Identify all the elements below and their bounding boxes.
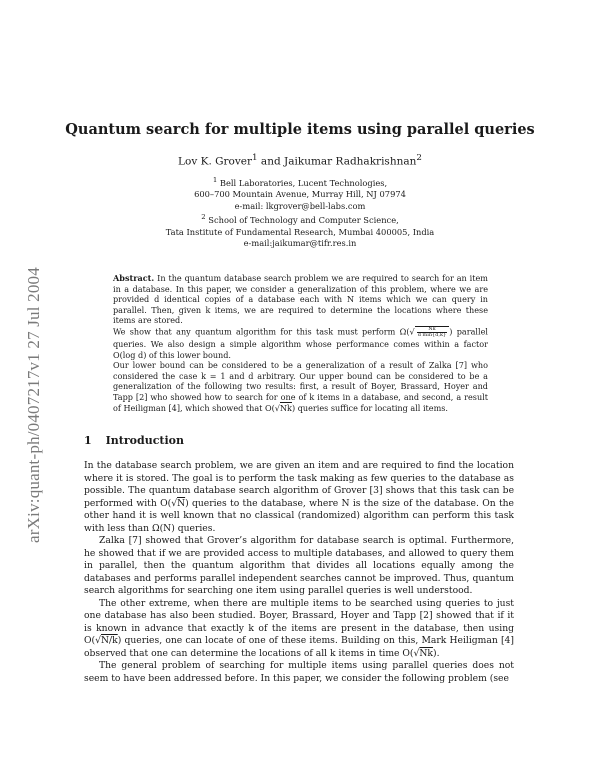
affil-email: e-mail: lkgrover@bell-labs.com — [234, 200, 366, 211]
author-affil-mark: 2 — [416, 153, 422, 163]
affil-line: Bell Laboratories, Lucent Technologies, — [219, 177, 388, 188]
author-affil-mark: 1 — [252, 153, 258, 163]
author-line — [0, 153, 600, 168]
author-separator: and — [257, 155, 285, 168]
arxiv-id-text: arXiv:quant-ph/0407217v1 27 Jul 2004 — [24, 267, 43, 543]
abstract-paragraph: Abstract. In the quantum database search problem we are required to search for an item in a database. In this paper, we consider a generalization of this problem, where we are provided d identical copies of a database each with N items which we can query in parallel. Then, given k items, we are required to determine the locations where these items are stored. — [113, 273, 488, 326]
affiliations — [0, 175, 600, 250]
affil-line: 600–700 Mountain Avenue, Murray Hill, NJ 07974 — [194, 189, 406, 200]
section-heading — [84, 434, 184, 447]
author-name: Lov K. Grover — [178, 155, 253, 168]
abstract-label: Abstract. — [113, 273, 155, 283]
body-paragraph: Zalka [7] showed that Grover’s algorithm for database search is optimal. Furthermore, he showed that if we are provided access to multiple databases, and allowed to query them in parallel, then the quantum algorithm that divides all locations equally among the databases and performs parallel independent searches cannot be improved. Thus, quantum search algorithms for searching one item using parallel queries is well understood. — [84, 535, 514, 596]
body-paragraph: The other extreme, when there are multiple items to be searched using queries to just one database has also been studied. Boyer, Brassard, Hoyer and Tapp [2] showed that if it is known in advance that exactly k of the items are present in the database, then using O(√N/k) queries, one can locate of one of these items. Building on this, Mark Heiligman [4] observed that one can determine the locations of all k items in time O(√Nk). — [84, 597, 514, 659]
affil-line: Tata Institute of Fundamental Research, Mumbai 400005, India — [165, 226, 435, 237]
abstract-formula: $\frac{Nk}{\text{d min\{d,k\}}}$ — [417, 325, 447, 339]
section-number: 1 — [84, 434, 92, 447]
abstract-paragraph: Our lower bound can be considered to be a generalization of a result of Zalka [7] who considered the case k = 1 and d arbitrary. Our upper bound can be considered to be a generalization of the following two results: first, a result of Boyer, Brassard, Hoyer and Tapp [2] who showed how to search for one of k items in a database, and second, a result of Heiligman [4], which showed that O(√Nk) queries suffice for locating all items. — [113, 360, 488, 413]
abstract — [113, 273, 488, 413]
body-paragraph: In the database search problem, we are given an item and are required to find the location where it is stored. The goal is to perform the task making as few queries to the database as possible. The quantum database search algorithm of Grover [3] shows that this task can be performed with O(√N) queries to the database, where N is the size of the database. On the other hand it is well known that no classical (randomized) algorithm can perform this task with less than Ω(N) queries. — [84, 460, 514, 534]
affil-mark: 2 — [201, 213, 206, 222]
affil-mark: 1 — [212, 176, 218, 184]
body-paragraph: The general problem of searching for multiple items using parallel queries does not seem to have been addressed before. In this paper, we consider the following problem (see — [84, 660, 514, 684]
arxiv-identifier — [24, 205, 44, 605]
paper-title: Quantum search for multiple items using parallel queries — [65, 121, 535, 138]
section-title: Introduction — [105, 434, 184, 447]
affil-line: School of Technology and Computer Science, — [208, 215, 399, 226]
abstract-paragraph: We show that any quantum algorithm for this task must perform Ω(√ $\frac{Nk}{\text{d min\{d,k\}}}$ ) parallel queries. We also design a simple algorithm whose performance comes within a factor O(log d) of this lower bound. — [113, 325, 488, 360]
author-name: Jaikumar Radhakrishnan — [284, 155, 417, 168]
affil-email: e-mail:jaikumar@tifr.res.in — [243, 238, 357, 249]
body-text — [84, 460, 514, 685]
